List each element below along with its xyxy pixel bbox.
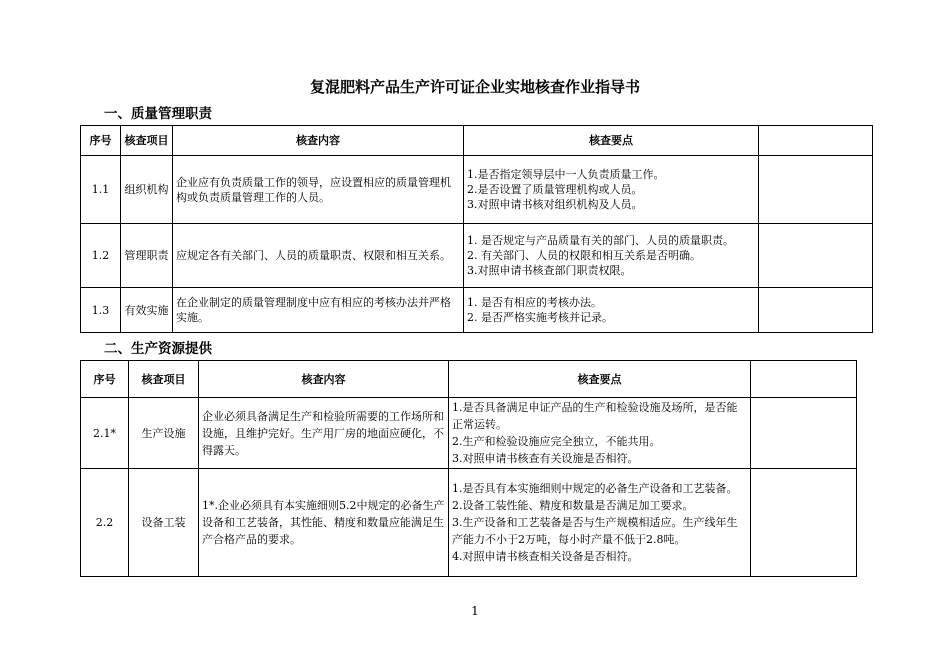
header-content: 核查内容 bbox=[173, 126, 464, 156]
header-item: 核查项目 bbox=[129, 361, 199, 398]
section-heading-1: 一、质量管理职责 bbox=[104, 106, 212, 122]
row-points bbox=[464, 224, 759, 288]
row-points bbox=[449, 469, 751, 577]
row-blank bbox=[759, 288, 873, 333]
header-points: 核查要点 bbox=[464, 126, 759, 156]
row-item: 设备工装 bbox=[129, 469, 199, 577]
header-blank bbox=[751, 361, 857, 398]
production-resources-table bbox=[80, 360, 857, 577]
point-line: 2. 有关部门、人员的权限和相互关系是否明确。 bbox=[467, 249, 701, 262]
row-points bbox=[464, 288, 759, 333]
point-line: 1.是否具备满足申证产品的生产和检验设施及场所，是否能正常运转。 bbox=[452, 401, 738, 431]
row-content: 1*.企业必须具有本实施细则5.2中规定的必备生产设备和工艺装备，其性能、精度和数量应能满足生产合格产品的要求。 bbox=[199, 469, 449, 577]
row-blank bbox=[751, 398, 857, 469]
table-header-row bbox=[81, 361, 857, 398]
row-no: 2.1* bbox=[81, 398, 129, 469]
row-item: 组织机构 bbox=[121, 156, 173, 224]
point-line: 1. 是否有相应的考核办法。 bbox=[467, 296, 602, 309]
header-item: 核查项目 bbox=[121, 126, 173, 156]
point-line: 2. 是否严格实施考核并记录。 bbox=[467, 311, 613, 324]
row-no: 1.2 bbox=[81, 224, 121, 288]
header-points: 核查要点 bbox=[449, 361, 751, 398]
row-no: 2.2 bbox=[81, 469, 129, 577]
point-line: 3.对照申请书核查有关设施是否相符。 bbox=[452, 452, 639, 465]
point-line: 1. 是否规定与产品质量有关的部门、人员的质量职责。 bbox=[467, 234, 734, 247]
row-no: 1.3 bbox=[81, 288, 121, 333]
header-blank bbox=[759, 126, 873, 156]
header-no: 序号 bbox=[81, 361, 129, 398]
header-no: 序号 bbox=[81, 126, 121, 156]
row-item: 生产设施 bbox=[129, 398, 199, 469]
table-header-row bbox=[81, 126, 873, 156]
page-number: 1 bbox=[471, 604, 479, 618]
point-line: 3.对照申请书核查部门职责权限。 bbox=[467, 264, 632, 277]
header-content: 核查内容 bbox=[199, 361, 449, 398]
row-item: 有效实施 bbox=[121, 288, 173, 333]
point-line: 2.生产和检验设施应完全独立，不能共用。 bbox=[452, 435, 661, 448]
row-points bbox=[449, 398, 751, 469]
table-row bbox=[81, 288, 873, 333]
row-content: 应规定各有关部门、人员的质量职责、权限和相互关系。 bbox=[173, 224, 464, 288]
row-points bbox=[464, 156, 759, 224]
point-line: 3.对照申请书核对组织机构及人员。 bbox=[467, 198, 643, 211]
table-row bbox=[81, 156, 873, 224]
point-line: 2.是否设置了质量管理机构或人员。 bbox=[467, 183, 643, 196]
table-row bbox=[81, 398, 857, 469]
table-row bbox=[81, 469, 857, 577]
row-content: 企业应有负责质量工作的领导，应设置相应的质量管理机构或负责质量管理工作的人员。 bbox=[173, 156, 464, 224]
point-line: 3.生产设备和工艺装备是否与生产规模相适应。生产线年生产能力不小于2万吨，每小时产量不低于2.8吨。 bbox=[452, 516, 738, 546]
quality-management-table bbox=[80, 125, 873, 333]
row-blank bbox=[759, 224, 873, 288]
row-item: 管理职责 bbox=[121, 224, 173, 288]
row-content: 在企业制定的质量管理制度中应有相应的考核办法并严格实施。 bbox=[173, 288, 464, 333]
point-line: 1.是否指定领导层中一人负责质量工作。 bbox=[467, 168, 665, 181]
point-line: 1.是否具有本实施细则中规定的必备生产设备和工艺装备。 bbox=[452, 482, 738, 495]
document-title: 复混肥料产品生产许可证企业实地核查作业指导书 bbox=[309, 78, 640, 96]
point-line: 2.设备工装性能、精度和数量是否满足加工要求。 bbox=[452, 499, 694, 512]
row-no: 1.1 bbox=[81, 156, 121, 224]
section-heading-2: 二、生产资源提供 bbox=[104, 341, 212, 357]
row-content: 企业必须具备满足生产和检验所需要的工作场所和设施，且维护完好。生产用厂房的地面应硬化，不得露天。 bbox=[199, 398, 449, 469]
row-blank bbox=[759, 156, 873, 224]
row-blank bbox=[751, 469, 857, 577]
table-row bbox=[81, 224, 873, 288]
point-line: 4.对照申请书核查相关设备是否相符。 bbox=[452, 550, 639, 563]
